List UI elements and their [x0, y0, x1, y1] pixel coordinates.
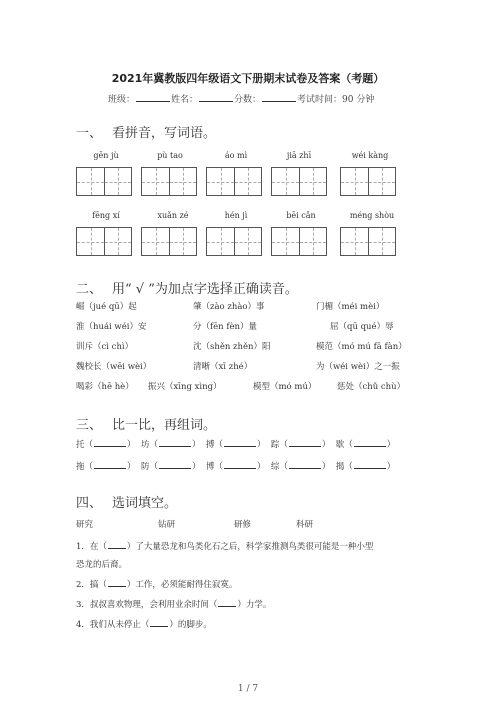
pinyin-1-5: wéi kàng: [351, 151, 389, 160]
word-option: 科研: [296, 520, 314, 530]
class-blank[interactable]: [136, 93, 170, 102]
question-2: 2．搞（ ）工作，必须能耐得住寂寞。: [76, 580, 238, 590]
score-label: 分数：: [234, 95, 262, 105]
page-number: 1 / 7: [237, 684, 259, 694]
pinyin-2-3: hén jì: [224, 211, 248, 220]
question-4: 4．我们从未停止（ ）的脚步。: [76, 620, 212, 630]
score-blank[interactable]: [262, 93, 296, 102]
char-grid-1-2[interactable]: [141, 167, 197, 196]
reading-item: 喝彩（hē hè）: [76, 382, 134, 392]
section2-heading: 二、 用“ √ ”为加点字选择正确读音。: [76, 282, 298, 297]
compare-blank[interactable]: [159, 438, 191, 447]
reading-item: 惩处（chǔ chù）: [337, 382, 406, 392]
class-label: 班级：: [108, 95, 136, 105]
answer-blank[interactable]: [108, 540, 126, 549]
word-option: 研修: [234, 520, 252, 530]
compare-row-1: 托（ ） 坊（ ） 搏（ ） 踪（ ） 歇（ ）: [76, 440, 396, 450]
name-blank[interactable]: [199, 93, 233, 102]
compare-blank[interactable]: [289, 460, 321, 469]
section4-heading: 四、 选词填空。: [76, 496, 178, 511]
section1-heading: 一、 看拼音，写词语。: [76, 126, 217, 141]
compare-blank[interactable]: [224, 460, 256, 469]
pinyin-1-3: áo mì: [224, 151, 248, 160]
reading-item: 魏校长（wēi wèi）: [76, 362, 152, 372]
pinyin-1-2: pù tao: [157, 151, 183, 160]
char-grid-1-3[interactable]: [206, 167, 262, 196]
reading-item: 崛（jué qū）起: [76, 302, 137, 312]
char-grid-2-5[interactable]: [340, 227, 396, 256]
reading-item: 屈（qū qué）辱: [330, 322, 394, 332]
reading-item: 门楣（méi mèi）: [316, 302, 385, 312]
word-option: 钻研: [158, 520, 176, 530]
question-3: 3．叔叔喜欢物理，会利用业余时间（ ）力学。: [76, 600, 272, 610]
page-title: 2021年冀教版四年级语文下册期末试卷及答案（考题）: [111, 72, 385, 85]
pinyin-1-4: jiā zhī: [286, 151, 312, 160]
reading-item: 模型（mó mú）: [253, 382, 317, 392]
pinyin-2-4: bēi cǎn: [286, 211, 316, 220]
compare-blank[interactable]: [354, 460, 386, 469]
reading-item: 淮（huái wéi）安: [76, 322, 147, 332]
reading-item: 为（wéi wèi）之一振: [316, 362, 400, 372]
reading-item: 模范（mó mú fā fàn）: [316, 342, 407, 352]
reading-item: 振兴（xīng xìng）: [148, 382, 222, 392]
reading-item: 清晰（xī zhé）: [193, 362, 253, 372]
time-label: 考试时间：90 分钟: [297, 95, 375, 105]
char-grid-1-1[interactable]: [76, 167, 132, 196]
word-option: 研究: [76, 520, 94, 530]
char-grid-2-2[interactable]: [141, 227, 197, 256]
question-1-cont: 恐龙的后裔。: [76, 560, 128, 570]
pinyin-2-2: xuǎn zé: [157, 211, 189, 220]
reading-item: 训斥（cì chì）: [76, 342, 134, 352]
compare-row-2: 拖（ ） 防（ ） 博（ ） 综（ ） 揭（ ）: [76, 462, 396, 472]
char-grid-2-3[interactable]: [206, 227, 262, 256]
pinyin-2-5: méng shòu: [349, 211, 395, 220]
char-grid-1-4[interactable]: [271, 167, 327, 196]
char-grid-2-4[interactable]: [271, 227, 327, 256]
question-1: 1．在（ ）了大量恐龙和鸟类化石之后，科学家推测鸟类很可能是一种小型: [76, 542, 374, 552]
compare-blank[interactable]: [354, 438, 386, 447]
answer-blank[interactable]: [218, 598, 236, 607]
name-label: 姓名：: [171, 95, 199, 105]
pinyin-2-1: fēng xí: [92, 211, 120, 220]
section3-heading: 三、 比一比，再组词。: [76, 418, 217, 433]
char-grid-1-5[interactable]: [340, 167, 396, 196]
reading-item: 沈（shěn zhěn）阳: [193, 342, 271, 352]
reading-item: 分（fēn fèn）量: [193, 322, 258, 332]
reading-item: 肇（zào zhào）事: [193, 302, 265, 312]
compare-blank[interactable]: [289, 438, 321, 447]
pinyin-1-1: gēn jù: [93, 151, 119, 160]
compare-blank[interactable]: [224, 438, 256, 447]
answer-blank[interactable]: [150, 618, 168, 627]
compare-blank[interactable]: [159, 460, 191, 469]
compare-blank[interactable]: [94, 438, 126, 447]
compare-blank[interactable]: [94, 460, 126, 469]
answer-blank[interactable]: [108, 578, 126, 587]
char-grid-2-1[interactable]: [76, 227, 132, 256]
student-info-line: [108, 92, 374, 105]
